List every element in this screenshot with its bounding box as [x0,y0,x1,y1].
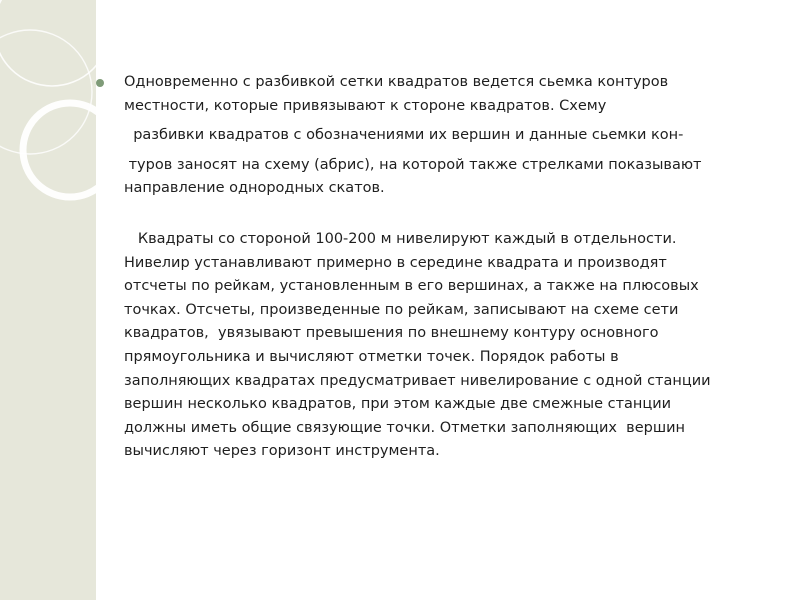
text-line: туров заносят на схему (абрис), на которой также стрелками показывают [124,156,702,173]
text-line: Нивелир устанавливают примерно в середине квадрата и производят [124,254,667,271]
ring-left [0,30,92,154]
text-line: прямоугольника и вычисляют отметки точек. Порядок работы в [124,348,619,365]
bullet-dot [96,79,104,87]
paragraph-leveling [124,228,774,464]
text-line: Одновременно с разбивкой сетки квадратов ведется сьемка контуров [124,74,669,90]
text-line: точках. Отсчеты, произведенные по рейкам, записывают на схеме сети [124,301,679,318]
decorative-rings [0,0,96,600]
text-line: квадратов, увязывают превышения по внешнему контуру основного [124,325,659,342]
paragraph-survey [124,71,774,201]
text-line: должны иметь общие связующие точки. Отметки заполняющих вершин [124,419,686,436]
text-line: заполняющих квадратах предусматривает нивелирование с одной станции [124,372,711,389]
text-line: вершин несколько квадратов, при этом каждые две смежные станции [124,396,672,413]
text-line: отсчеты по рейкам, установленным в его вершинах, а также на плюсовых [124,278,699,295]
text-line: местности, которые привязывают к стороне квадратов. Схему [124,97,607,114]
ring-top [0,0,96,86]
text-line: Квадраты со стороной 100-200 м нивелируют каждый в отдельности. [124,230,677,247]
slide-body [124,71,774,464]
text-line: разбивки квадратов с обозначениями их вершин и данные сьемки кон- [124,127,684,144]
decorative-side-panel [0,0,96,600]
text-line: направление однородных скатов. [124,180,385,197]
text-line: вычисляют через горизонт инструмента. [124,443,440,460]
paragraph-gap [124,201,774,228]
ring-middle-thick [23,103,96,197]
